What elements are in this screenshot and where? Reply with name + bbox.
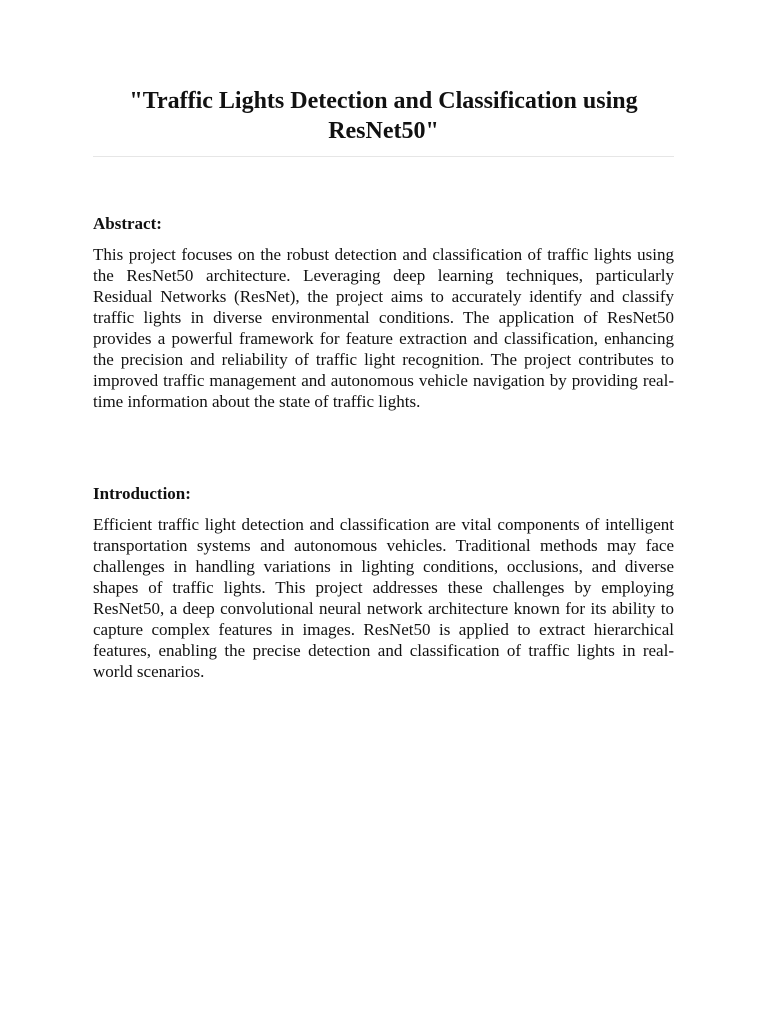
document-title: "Traffic Lights Detection and Classification using ResNet50" [129,88,638,144]
abstract-paragraph: This project focuses on the robust detection and classification of traffic lights using the ResNet50 architecture. Leveraging deep learning techniques, particularly Residual Networks (ResNet), the project aims to accurately identify and classify traffic lights in diverse environmental conditions. The application of ResNet50 provides a powerful framework for feature extraction and classification, enhancing the precision and reliability of traffic light recognition. The project contributes to improved traffic management and autonomous vehicle navigation by providing real-time information about the state of traffic lights. [93,245,674,411]
document-page [93,0,674,682]
introduction-section [93,483,674,682]
introduction-heading: Introduction: [93,484,191,503]
title-divider [93,156,674,157]
introduction-paragraph: Efficient traffic light detection and classification are vital components of intelligent transportation systems and autonomous vehicles. Traditional methods may face challenges in handling variations in lighting conditions, occlusions, and diverse shapes of traffic lights. This project addresses these challenges by employing ResNet50, a deep convolutional neural network architecture known for its ability to capture complex features in images. ResNet50 is applied to extract hierarchical features, enabling the precise detection and classification of traffic lights in real-world scenarios. [93,515,674,681]
abstract-section [93,213,674,412]
abstract-heading: Abstract: [93,214,162,233]
